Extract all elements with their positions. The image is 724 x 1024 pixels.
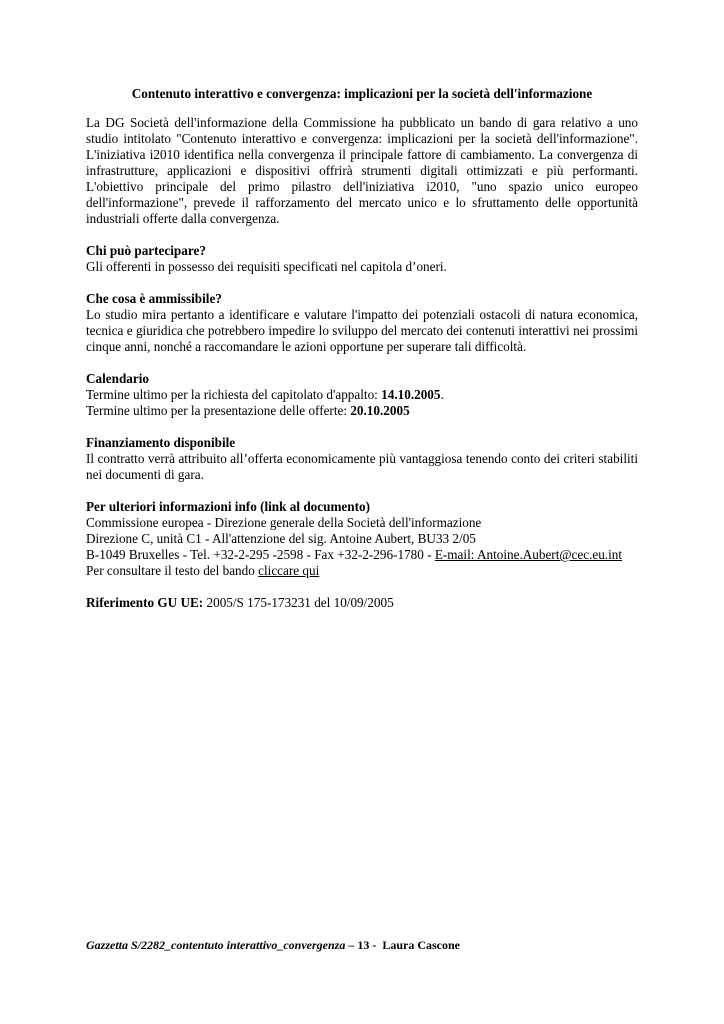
bando-text: Per consultare il testo del bando: [86, 563, 259, 578]
funding-text: Il contratto verrà attribuito all’offerta economicamente più vantaggiosa tenendo conto dei criteri stabiliti nei documenti di gara.: [86, 451, 638, 482]
footer-page-number: 13 -: [357, 938, 377, 952]
funding-section: [86, 435, 638, 483]
calendar-section: [86, 371, 638, 419]
intro-paragraph: La DG Società dell'informazione della Commissione ha pubblicato un bando di gara relativo a uno studio intitolato "Contenuto interattivo e convergenza: implicazioni per la società dell'informazione". L'iniziativa i2010 identifica nella convergenza il principale fattore di cambiamento. La convergenza di infrastrutture, applicazioni e dispositivi offrirà strumenti digitali ottimizzati e più performanti. L'obiettivo principale del primo pilastro dell'iniziativa i2010, "uno spazio unico europeo dell'informazione", prevede il rafforzamento del mercato unico e lo sfruttamento delle opportunità industriali offerte dalla convergenza.: [86, 115, 638, 226]
email-link[interactable]: E-mail: Antoine.Aubert@cec.eu.int: [434, 547, 623, 562]
footer-dash: –: [345, 938, 358, 952]
eligibility-text: Lo studio mira pertanto a identificare e valutare l'impatto dei potenziali ostacoli di natura economica, tecnica e giuridica che potrebbero impedire lo sviluppo del mercato dei contenuti interattivi nei prossimi cinque anni, nonché a raccomandare le azioni opportune per superare tali difficoltà.: [86, 307, 638, 354]
reference-line: [86, 595, 638, 611]
eligibility-heading: Che cosa è ammissibile?: [86, 291, 222, 306]
calendar-request-end: .: [440, 387, 444, 402]
reference-value: 2005/S 175-173231 del 10/09/2005: [203, 595, 394, 610]
document-title: Contenuto interattivo e convergenza: implicazioni per la società dell'informazione: [131, 86, 593, 101]
contact-line-bando: [86, 563, 638, 579]
document-page: [86, 86, 638, 611]
contact-heading: Per ulteriori informazioni info (link al documento): [86, 499, 370, 514]
contact-line-address: Direzione C, unità C1 - All'attenzione del sig. Antoine Aubert, BU33 2/05: [86, 531, 476, 546]
contact-section: [86, 499, 638, 579]
calendar-offers-label: Termine ultimo per la presentazione delle offerte:: [86, 403, 351, 418]
calendar-request-date: 14.10.2005: [381, 387, 441, 402]
eligibility-section: [86, 291, 638, 355]
calendar-offers-date: 20.10.2005: [350, 403, 410, 418]
calendar-line-request: [86, 387, 638, 403]
bando-link[interactable]: cliccare qui: [258, 563, 320, 578]
participants-heading: Chi può partecipare?: [86, 243, 206, 258]
footer-doc-name: Gazzetta S/2282_contentuto interattivo_convergenza: [86, 938, 346, 952]
participants-section: [86, 243, 638, 275]
reference-label: Riferimento GU UE:: [86, 595, 204, 610]
page-footer: [86, 938, 460, 952]
funding-heading: Finanziamento disponibile: [86, 435, 236, 450]
contact-line-dg: Commissione europea - Direzione generale della Società dell'informazione: [86, 515, 482, 530]
participants-text: Gli offerenti in possesso dei requisiti specificati nel capitola d’oneri.: [86, 259, 447, 274]
contact-line-phone: [86, 547, 638, 563]
contact-phone-text: B-1049 Bruxelles - Tel. +32-2-295 -2598 - Fax +32-2-296-1780 -: [86, 547, 435, 562]
calendar-line-offers: [86, 403, 638, 419]
calendar-heading: Calendario: [86, 371, 150, 386]
calendar-request-label: Termine ultimo per la richiesta del capitolato d'appalto:: [86, 387, 382, 402]
footer-author: Laura Cascone: [376, 938, 461, 952]
